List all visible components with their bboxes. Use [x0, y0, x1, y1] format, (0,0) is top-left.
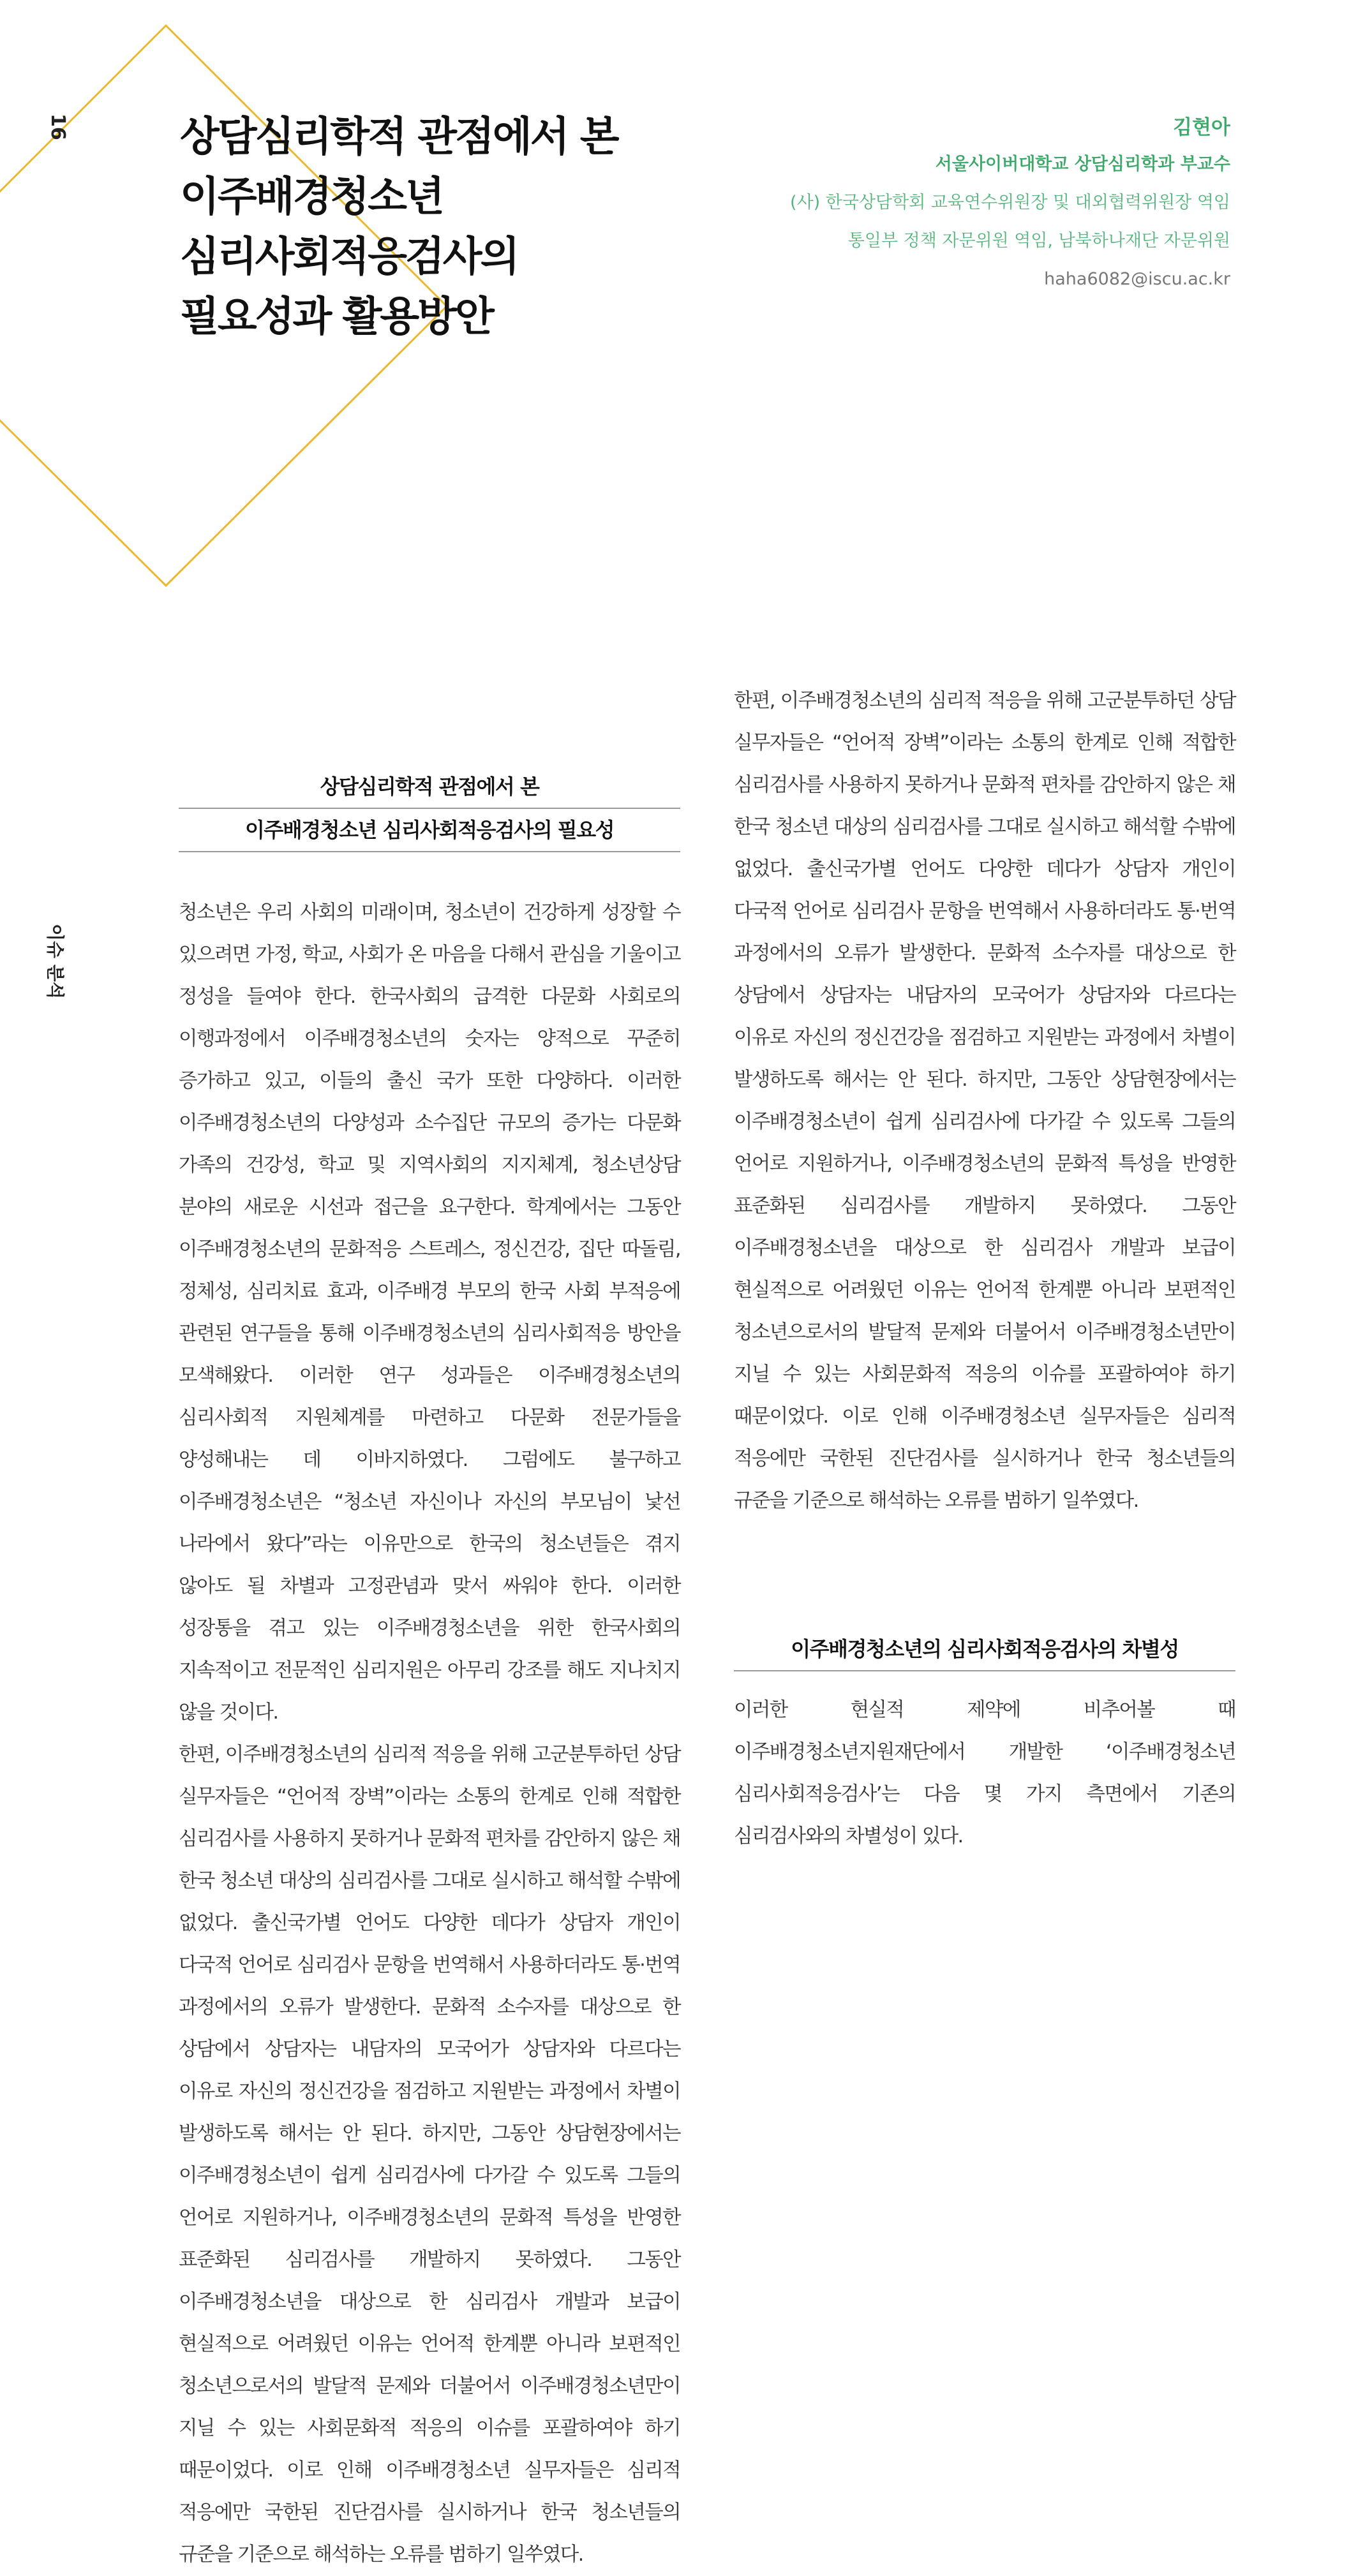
title-line: 상담심리학적 관점에서 본 — [180, 114, 618, 161]
author-role: (사) 한국상담학회 교육연수위원장 및 대외협력위원장 역임 — [790, 193, 1230, 212]
title-line: 필요성과 활용방안 — [180, 293, 493, 341]
author-affiliation: 서울사이버대학교 상담심리학과 부교수 — [935, 154, 1230, 174]
author-info — [656, 110, 1230, 299]
page-number: 16 — [47, 114, 69, 140]
author-name: 김현아 — [1173, 116, 1230, 139]
section-heading — [179, 766, 680, 852]
body-paragraph-continued — [734, 690, 1235, 1522]
left-column — [179, 766, 680, 2566]
author-role: 통일부 정책 자문위원 역임, 남북하나재단 자문위원 — [847, 231, 1230, 251]
section-heading-line: 이주배경청소년 심리사회적응검사의 필요성 — [179, 808, 680, 851]
right-column — [734, 690, 1235, 1858]
section-heading-line: 상담심리학적 관점에서 본 — [320, 774, 539, 799]
body-paragraph: 한편, 이주배경청소년의 심리적 적응을 위해 고군분투하던 상담 실무자들은 “언어적 장벽”이라는 소통의 한계로 인해 적합한 심리검사를 사용하지 못하거나 문화적 편차를 감안하지 않은 채 한국 청소년 대상의 심리검사를 그대로 실시하고 해석할 수밖에 없었다. 출신국가별 언어도 다양한 데다가 상담자 개인이 다국적 언어로 심리검사 문항을 번역해서 사용하더라도 통·번역 과정에서의 오류가 발생한다. 문화적 소수자를 대상으로 한 상담에서 상담자는 내담자의 모국어가 상담자와 다르다는 이유로 자신의 정신건강을 점검하고 지원받는 과정에서 차별이 발생하도록 해서는 안 된다. 하지만, 그동안 상담현장에서는 이주배경청소년이 쉽게 심리검사에 다가갈 수 있도록 그들의 언어로 지원하거나, 이주배경청소년의 문화적 특성을 반영한 표준화된 심리검사를 개발하지 못하였다. 그동안 이주배경청소년을 대상으로 한 심리검사 개발과 보급이 현실적으로 어려웠던 이유는 언어적 한계뿐 아니라 보편적인 청소년으로서의 발달적 문제와 더불어서 이주배경청소년만이 지닐 수 있는 사회문화적 적응의 이슈를 포괄하여야 하기 때문이었다. 이로 인해 이주배경청소년 실무자들은 심리적 적응에만 국한된 진단검사를 실시하거나 한국 청소년들의 규준을 기준으로 해석하는 오류를 범하기 일쑤였다. — [179, 1743, 680, 2566]
title-line: 심리사회적응검사의 — [180, 233, 518, 281]
section-tag: 이슈 분석 — [45, 924, 66, 999]
title-line: 이주배경청소년 — [180, 174, 443, 221]
paragraph-continuation: 한편, 이주배경청소년의 심리적 적응을 위해 고군분투하던 상담 실무자들은 “언어적 장벽”이라는 소통의 한계로 인해 적합한 심리검사를 사용하지 못하거나 문화적 편차를 감안하지 않은 채 한국 청소년 대상의 심리검사를 그대로 실시하고 해석할 수밖에 없었다. 출신국가별 언어도 다양한 데다가 상담자 개인이 다국적 언어로 심리검사 문항을 번역해서 사용하더라도 통·번역 과정에서의 오류가 발생한다. 문화적 소수자를 대상으로 한 상담에서 상담자는 내담자의 모국어가 상담자와 다르다는 이유로 자신의 정신건강을 점검하고 지원받는 과정에서 차별이 발생하도록 해서는 안 된다. 하지만, 그동안 상담현장에서는 이주배경청소년이 쉽게 심리검사에 다가갈 수 있도록 그들의 언어로 지원하거나, 이주배경청소년의 문화적 특성을 반영한 표준화된 심리검사를 개발하지 못하였다. 그동안 이주배경청소년을 대상으로 한 심리검사 개발과 보급이 현실적으로 어려웠던 이유는 언어적 한계뿐 아니라 보편적인 청소년으로서의 발달적 문제와 더불어서 이주배경청소년만이 지닐 수 있는 사회문화적 적응의 이슈를 포괄하여야 하기 때문이었다. 이로 인해 이주배경청소년 실무자들은 심리적 적응에만 국한된 진단검사를 실시하거나 한국 청소년들의 규준을 기준으로 해석하는 오류를 범하기 일쑤였다. — [734, 690, 1235, 1512]
author-email: haha6082@iscu.ac.kr — [1044, 269, 1230, 289]
body-paragraph: 청소년은 우리 사회의 미래이며, 청소년이 건강하게 성장할 수 있으려면 가정, 학교, 사회가 온 마음을 다해서 관심을 기울이고 정성을 들여야 한다. 한국사회의 급격한 다문화 사회로의 이행과정에서 이주배경청소년의 숫자는 양적으로 꾸준히 증가하고 있고, 이들의 출신 국가 또한 다양하다. 이러한 이주배경청소년의 다양성과 소수집단 규모의 증가는 다문화 가족의 건강성, 학교 및 지역사회의 지지체계, 청소년상담 분야의 새로운 시선과 접근을 요구한다. 학계에서는 그동안 이주배경청소년의 문화적응 스트레스, 정신건강, 집단 따돌림, 정체성, 심리치료 효과, 이주배경 부모의 한국 사회 부적응에 관련된 연구들을 통해 이주배경청소년의 심리사회적응 방안을 모색해왔다. 이러한 연구 성과들은 이주배경청소년의 심리사회적 지원체계를 마련하고 다문화 전문가들을 양성해내는 데 이바지하였다. 그럼에도 불구하고 이주배경청소년은 “청소년 자신이나 자신의 부모님이 낯선 나라에서 왔다”라는 이유만으로 한국의 청소년들은 겪지 않아도 될 차별과 고정관념과 맞서 싸워야 한다. 이러한 성장통을 겪고 있는 이주배경청소년을 위한 한국사회의 지속적이고 전문적인 심리지원은 아무리 강조를 해도 지나치지 않을 것이다. — [179, 901, 680, 1724]
section-heading — [734, 1628, 1235, 1671]
body-paragraph: 이러한 현실적 제약에 비추어볼 때 이주배경청소년지원재단에서 개발한 ‘이주배경청소년 심리사회적응검사’는 다음 몇 가지 측면에서 기존의 심리검사와의 차별성이 있다. — [734, 1699, 1235, 1847]
section-heading-line: 이주배경청소년의 심리사회적응검사의 차별성 — [791, 1637, 1179, 1661]
